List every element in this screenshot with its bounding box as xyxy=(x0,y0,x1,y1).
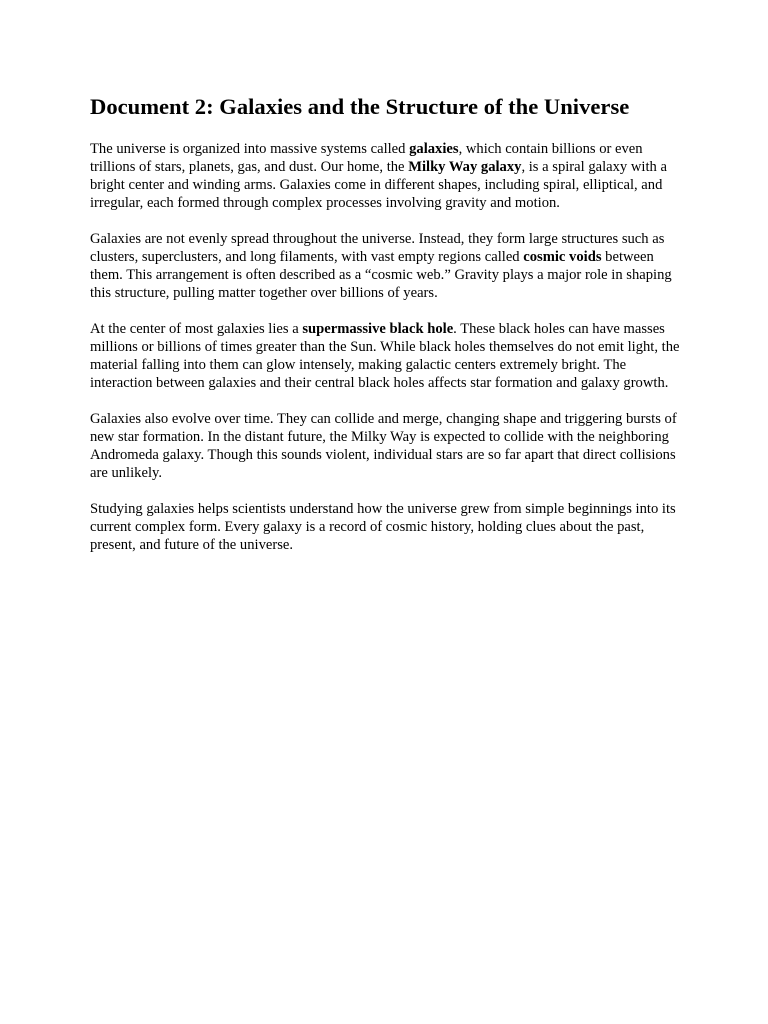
paragraph-conclusion xyxy=(90,500,680,554)
document-body xyxy=(90,92,680,572)
paragraph-cosmic-structure xyxy=(90,230,680,302)
text-run: between them. This arrangement is often described as a “cosmic web.” Gravity plays a major role in shaping this structure, pulling matter together over billions of years. xyxy=(90,249,672,301)
text-run: , which contain billions or even trillions of stars, planets, gas, and dust. Our home, the xyxy=(90,141,643,175)
text-run: Galaxies are not evenly spread throughout the universe. Instead, they form large structures such as clusters, superclusters, and long filaments, with vast empty regions called xyxy=(90,231,665,265)
document-title: Document 2: Galaxies and the Structure of the Universe xyxy=(90,94,630,119)
text-run: The universe is organized into massive systems called xyxy=(90,141,410,157)
bold-term-cosmic-voids: cosmic voids xyxy=(523,249,602,265)
text-run: Studying galaxies helps scientists understand how the universe grew from simple beginnings into its current complex form. Every galaxy is a record of cosmic history, holding clues about the past, present, and future of the universe. xyxy=(90,501,676,553)
paragraph-black-holes xyxy=(90,320,680,392)
paragraph-galaxies-intro xyxy=(90,140,680,212)
bold-term-milky-way: Milky Way galaxy xyxy=(408,159,522,175)
bold-term-galaxies: galaxies xyxy=(409,141,459,157)
text-run: At the center of most galaxies lies a xyxy=(90,321,303,337)
paragraph-galaxy-evolution xyxy=(90,410,680,482)
text-run: , is a spiral galaxy with a bright center and winding arms. Galaxies come in different shapes, including spiral, elliptical, and irregular, each formed through complex processes involving gravity and motion. xyxy=(90,159,667,211)
text-run: Galaxies also evolve over time. They can collide and merge, changing shape and triggering bursts of new star formation. In the distant future, the Milky Way is expected to collide with the neighboring Andromeda galaxy. Though this sounds violent, individual stars are so far apart that direct collisions are unlikely. xyxy=(90,411,677,481)
bold-term-supermassive-black-hole: supermassive black hole xyxy=(302,321,454,337)
text-run: . These black holes can have masses millions or billions of times greater than the Sun. While black holes themselves do not emit light, the material falling into them can glow intensely, making galactic centers extremely bright. The interaction between galaxies and their central black holes affects star formation and galaxy growth. xyxy=(90,321,680,391)
